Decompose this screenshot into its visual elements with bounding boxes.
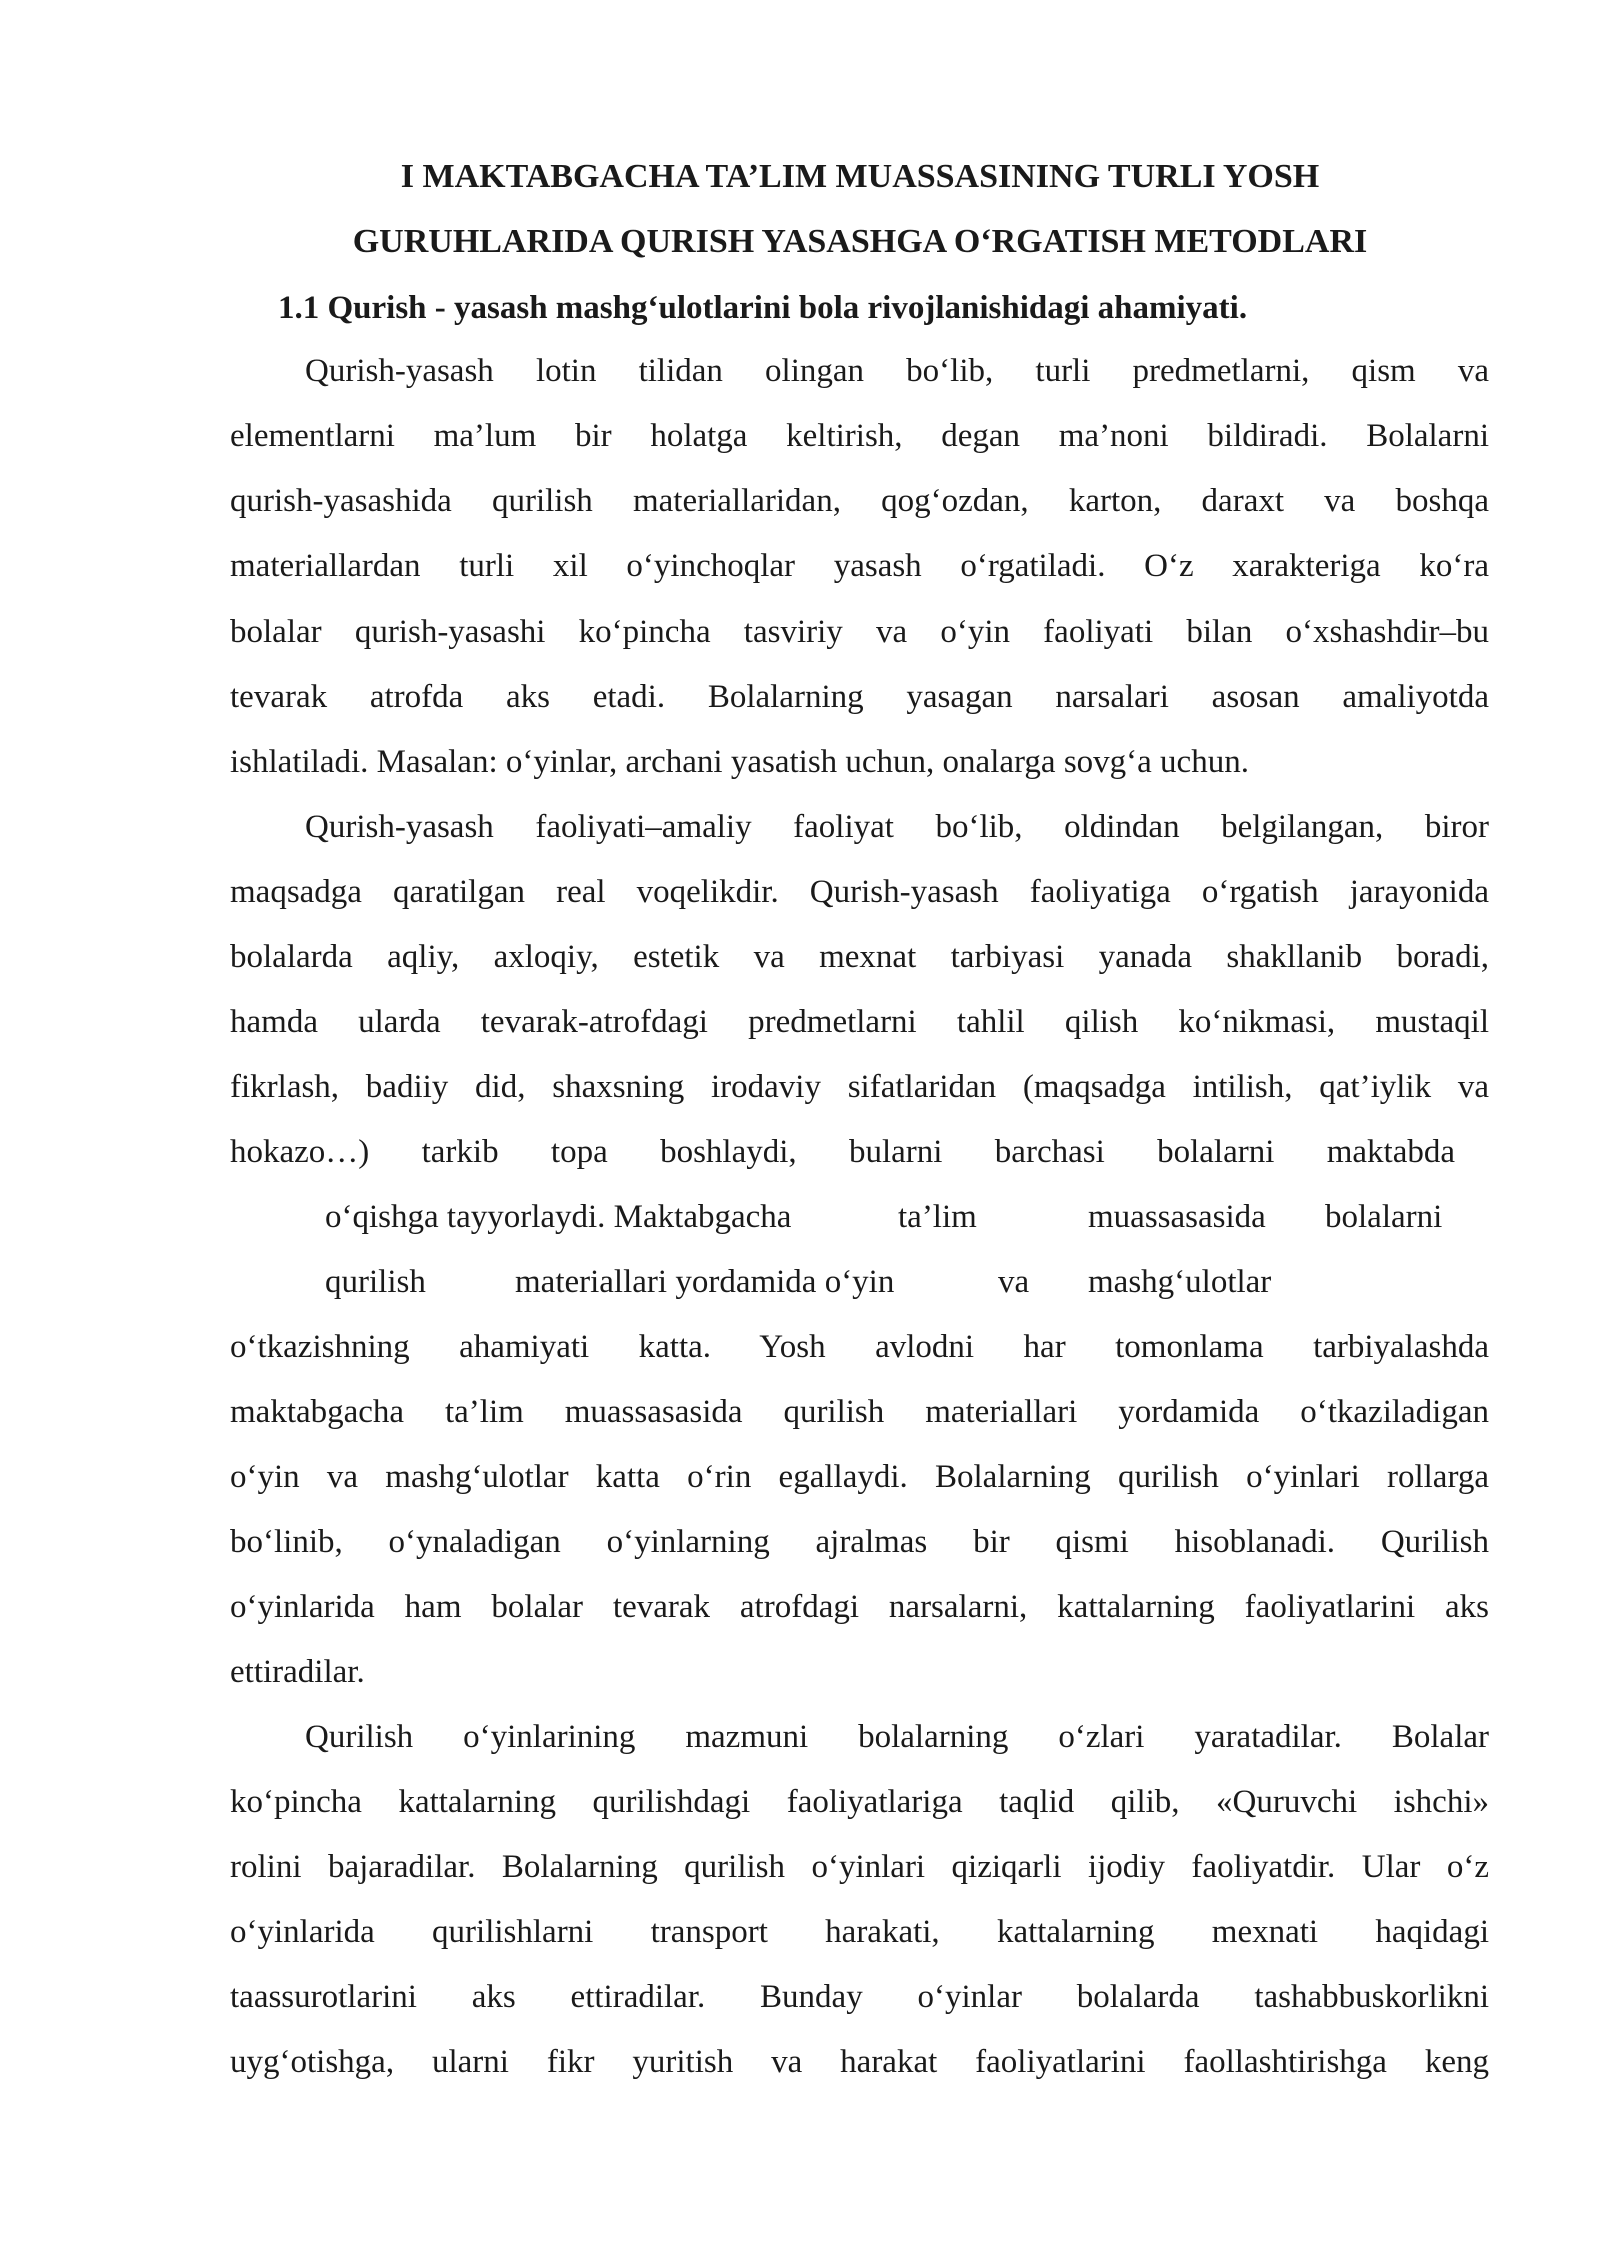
text-line: o‘yinlarida qurilishlarni transport harakati, kattalarning mexnati haqidagi — [230, 1914, 1489, 1950]
text-line: maqsadga qaratilgan real voqelikdir. Qurish-yasash faoliyatiga o‘rgatish jarayonida — [230, 874, 1489, 910]
text-line: materiallardan turli xil o‘yinchoqlar yasash o‘rgatiladi. O‘z xarakteriga ko‘ra — [230, 548, 1489, 584]
text-line: ishlatiladi. Masalan: o‘yinlar, archani yasatish uchun, onalarga sovg‘a uchun. — [230, 744, 1249, 780]
text-line: uyg‘otishga, ularni fikr yuritish va harakat faoliyatlarini faollashtirishga keng — [230, 2044, 1489, 2080]
text-line: bolalar qurish-yasashi ko‘pincha tasviriy va o‘yin faoliyati bilan o‘xshashdir–bu — [230, 614, 1489, 650]
text-line: tevarak atrofda aks etadi. Bolalarning yasagan narsalari asosan amaliyotda — [230, 679, 1489, 715]
table-cell: qurilish — [325, 1264, 426, 1300]
document-title-line-2: GURUHLARIDA QURISH YASASHGA O‘RGATISH METODLARI — [352, 223, 1368, 260]
table-cell: materiallari yordamida o‘yin — [515, 1264, 895, 1300]
text-line: hamda ularda tevarak-atrofdagi predmetlarni tahlil qilish ko‘nikmasi, mustaqil — [230, 1004, 1489, 1040]
text-line: bo‘linib, o‘ynaladigan o‘yinlarning ajralmas bir qismi hisoblanadi. Qurilish — [230, 1524, 1489, 1560]
text-line: Qurish-yasash faoliyati–amaliy faoliyat bo‘lib, oldindan belgilangan, biror — [305, 809, 1489, 845]
text-line: rolini bajaradilar. Bolalarning qurilish o‘yinlari qiziqarli ijodiy faoliyatdir. Ular o‘z — [230, 1849, 1489, 1885]
text-line: ko‘pincha kattalarning qurilishdagi faoliyatlariga taqlid qilib, «Quruvchi ishchi» — [230, 1784, 1489, 1820]
table-cell: ta’lim — [898, 1199, 977, 1235]
text-line: o‘yin va mashg‘ulotlar katta o‘rin egallaydi. Bolalarning qurilish o‘yinlari rollarga — [230, 1459, 1489, 1495]
text-line: o‘tkazishning ahamiyati katta. Yosh avlodni har tomonlama tarbiyalashda — [230, 1329, 1489, 1365]
text-line: o‘yinlarida ham bolalar tevarak atrofdagi narsalarni, kattalarning faoliyatlarini aks — [230, 1589, 1489, 1625]
text-line: elementlarni ma’lum bir holatga keltirish, degan ma’noni bildiradi. Bolalarni — [230, 418, 1489, 454]
table-cell: muassasasida — [1088, 1199, 1266, 1235]
table-cell: o‘qishga tayyorlaydi. Maktabgacha — [325, 1199, 792, 1235]
table-cell: bolalarni — [1325, 1199, 1443, 1235]
section-heading: 1.1 Qurish - yasash mashg‘ulotlarini bola rivojlanishidagi ahamiyati. — [278, 290, 1248, 326]
text-line: fikrlash, badiiy did, shaxsning irodaviy sifatlaridan (maqsadga intilish, qat’iylik va — [230, 1069, 1489, 1105]
table-cell: va — [998, 1264, 1030, 1300]
table-cell: mashg‘ulotlar — [1088, 1264, 1272, 1300]
text-line: maktabgacha ta’lim muassasasida qurilish materiallari yordamida o‘tkaziladigan — [230, 1394, 1489, 1430]
text-line: Qurish-yasash lotin tilidan olingan bo‘lib, turli predmetlarni, qism va — [305, 353, 1489, 389]
document-title-line-1: I MAKTABGACHA TA’LIM MUASSASINING TURLI YOSH — [400, 158, 1320, 195]
text-line: Qurilish o‘yinlarining mazmuni bolalarning o‘zlari yaratadilar. Bolalar — [305, 1719, 1489, 1755]
text-line: ettiradilar. — [230, 1654, 365, 1690]
text-line: taassurotlarini aks ettiradilar. Bunday o‘yinlar bolalarda tashabbuskorlikni — [230, 1979, 1489, 2015]
text-line: qurish-yasashida qurilish materiallaridan, qog‘ozdan, karton, daraxt va boshqa — [230, 483, 1489, 519]
text-line: hokazo…) tarkib topa boshlaydi, bularni barchasi bolalarni maktabda — [230, 1134, 1455, 1170]
text-line: bolalarda aqliy, axloqiy, estetik va mexnat tarbiyasi yanada shakllanib boradi, — [230, 939, 1489, 975]
